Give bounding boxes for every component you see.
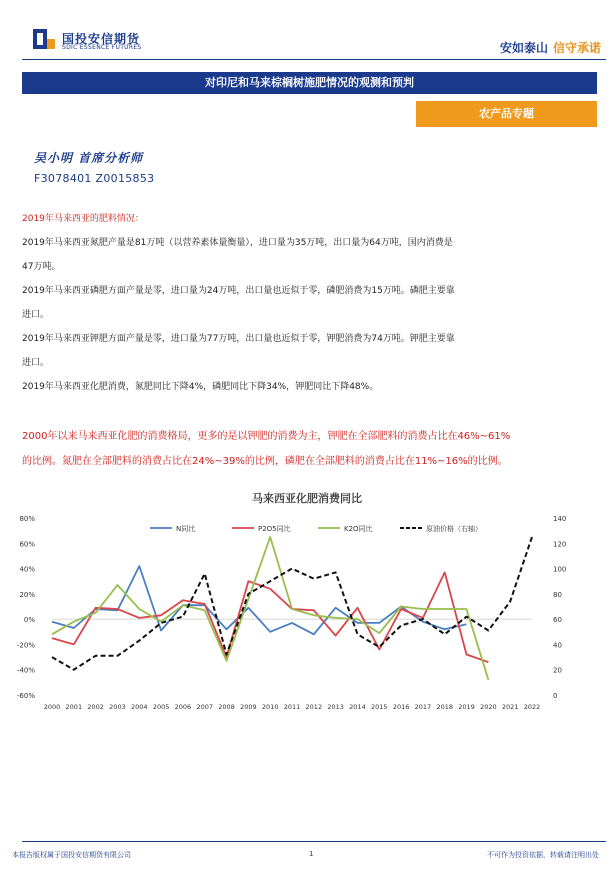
y-tick-label-right: 40 — [553, 641, 562, 650]
x-tick-label: 2011 — [283, 703, 301, 711]
right-axis — [553, 515, 566, 700]
x-tick-label: 2022 — [523, 703, 541, 711]
legend-label: K2O同比 — [344, 525, 373, 533]
x-tick-label: 2020 — [480, 703, 497, 711]
author-name: 吴小明 首席分析师 — [34, 151, 144, 165]
body-line: 2019年马来西亚氮肥产量是81万吨（以营养素体量衡量），进口量为35万吨，出口量为64万吨，国内消费是 — [22, 238, 453, 248]
chart-legend — [150, 524, 482, 533]
y-tick-label-right: 20 — [553, 666, 562, 675]
body-line: 进口。 — [22, 310, 50, 320]
y-tick-label-right: 80 — [553, 590, 562, 599]
y-tick-label-left: 40% — [19, 565, 35, 574]
x-tick-label: 2008 — [218, 703, 235, 711]
copyright-note: 本报告版权属于国投安信期货有限公司 — [12, 851, 131, 859]
x-tick-label: 2014 — [349, 703, 366, 711]
y-tick-label-left: -20% — [16, 641, 35, 650]
y-tick-label-right: 0 — [553, 692, 558, 700]
chart-series — [52, 537, 532, 680]
x-tick-label: 2017 — [414, 703, 432, 711]
series-line-3 — [52, 537, 532, 670]
author-license-ids: F3078401 Z0015853 — [34, 172, 155, 185]
slogan — [500, 39, 601, 56]
x-tick-label: 2021 — [501, 703, 519, 711]
highlight-line: 的比例。氮肥在全部肥料的消费占比在24%~39%的比例，磷肥在全部肥料的消费占比在11%~16%的比例。 — [22, 456, 508, 467]
legend-label: P2O5同比 — [258, 525, 291, 533]
category-tag: 农产品专题 — [416, 101, 597, 127]
y-tick-label-left: 60% — [19, 540, 35, 549]
y-tick-label-left: -60% — [16, 692, 35, 700]
x-tick-label: 2004 — [130, 703, 148, 711]
x-tick-label: 2005 — [152, 703, 170, 711]
x-tick-label: 2007 — [196, 703, 214, 711]
disclaimer-note: 不可作为投资依据，转载请注明出处 — [487, 851, 599, 859]
highlight-paragraph — [22, 424, 597, 474]
body-line: 47万吨。 — [22, 262, 61, 272]
x-tick-label: 2003 — [109, 703, 126, 711]
legend-label: N同比 — [176, 525, 196, 533]
x-tick-label: 2015 — [370, 703, 388, 711]
header-divider — [22, 59, 606, 60]
company-logo-english: SDIC ESSENCE FUTURES — [62, 44, 142, 51]
fertilizer-yoy-chart — [0, 480, 615, 725]
slogan-part-a: 安如泰山 — [499, 41, 548, 55]
x-tick-label: 2002 — [87, 703, 104, 711]
x-tick-label: 2018 — [436, 703, 454, 711]
y-tick-label-left: 0% — [23, 616, 35, 625]
left-axis — [17, 515, 35, 700]
body-line: 2019年马来西亚磷肥方面产量是零，进口量为24万吨，出口量也近似于零，磷肥消费为15万吨。磷肥主要靠 — [22, 286, 455, 296]
logo-mark-icon — [33, 29, 55, 49]
section-heading: 2019年马来西亚的肥料情况： — [22, 214, 144, 224]
y-tick-label-left: 80% — [19, 515, 35, 523]
body-line: 进口。 — [22, 358, 50, 368]
x-tick-label: 2016 — [392, 703, 410, 711]
x-tick-label: 2001 — [65, 703, 83, 711]
chart-title: 马来西亚化肥消费同比 — [252, 492, 362, 505]
y-tick-label-right: 120 — [553, 540, 567, 549]
y-tick-label-left: 20% — [19, 590, 35, 599]
footer-divider — [22, 841, 606, 842]
x-tick-label: 2010 — [261, 703, 279, 711]
x-axis — [44, 619, 541, 711]
x-tick-label: 2019 — [458, 703, 475, 711]
company-logo-text: 国投安信期货 — [62, 32, 141, 46]
x-tick-label: 2013 — [327, 703, 344, 711]
body-line: 2019年马来西亚化肥消费，氮肥同比下降4%，磷肥同比下降34%，钾肥同比下降48%。 — [22, 382, 379, 392]
y-tick-label-left: -40% — [16, 666, 35, 675]
y-tick-label-right: 60 — [553, 616, 562, 625]
body-line: 2019年马来西亚钾肥方面产量是零，进口量为77万吨，出口量也近似于零，钾肥消费为74万吨。钾肥主要靠 — [22, 334, 455, 344]
y-tick-label-right: 140 — [553, 515, 567, 523]
report-title: 对印尼和马来棕榈树施肥情况的观测和预判 — [22, 72, 597, 94]
page-number: 1 — [309, 850, 314, 858]
legend-label: 原油价格（右轴） — [426, 525, 482, 533]
x-tick-label: 2012 — [305, 703, 323, 711]
x-tick-label: 2000 — [43, 703, 61, 711]
x-tick-label: 2009 — [240, 703, 257, 711]
body-paragraphs — [22, 231, 597, 399]
x-tick-label: 2006 — [174, 703, 192, 711]
highlight-line: 2000年以来马来西亚化肥的消费格局，更多的是以钾肥的消费为主，钾肥在全部肥料的消费占比在46%~61% — [22, 431, 511, 442]
y-tick-label-right: 100 — [553, 565, 567, 574]
slogan-part-b: 信守承诺 — [552, 41, 601, 55]
